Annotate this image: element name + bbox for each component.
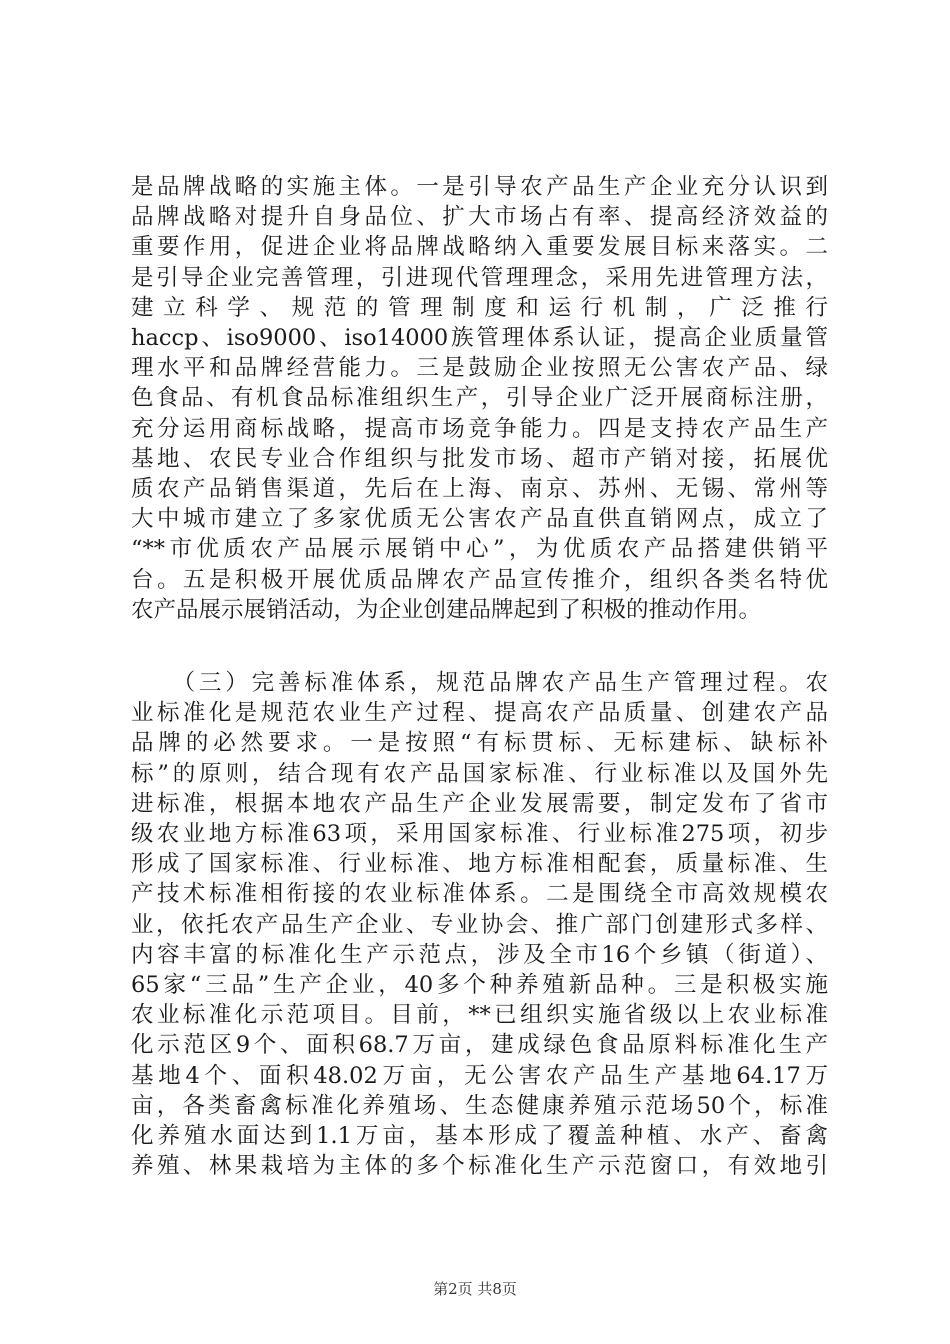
text-line: 是引导企业完善管理，引进现代管理理念，采用先进管理方法， <box>131 264 828 291</box>
text-line: “**市优质农产品展示展销中心”，为优质农产品搭建供销平 <box>131 536 828 563</box>
text-line: 养殖、林果栽培为主体的多个标准化生产示范窗口，有效地引 <box>131 1153 828 1180</box>
text-line: 充分运用商标战略，提高市场竞争能力。四是支持农产品生产 <box>131 415 828 442</box>
page-footer: 第2页 共8页 <box>433 1280 517 1298</box>
text-line: 色食品、有机食品标准组织生产，引导企业广泛开展商标注册， <box>131 385 828 412</box>
text-line: 大中城市建立了多家优质无公害农产品直供直销网点，成立了 <box>131 506 828 533</box>
text-line: 65家“三品”生产企业，40多个种养殖新品种。三是积极实施 <box>131 972 828 998</box>
text-line: 理水平和品牌经营能力。三是鼓励企业按照无公害农产品、绿 <box>131 355 828 382</box>
text-line: 标”的原则，结合现有农产品国家标准、行业标准以及国外先 <box>131 760 828 787</box>
text-line: 形成了国家标准、行业标准、地方标准相配套，质量标准、生 <box>131 851 828 878</box>
text-line: 农产品展示展销活动，为企业创建品牌起到了积极的推动作用。 <box>131 596 762 623</box>
text-line: haccp、iso9000、iso14000族管理体系认证，提高企业质量管 <box>131 325 828 351</box>
text-line: 基地4个、面积48.02万亩，无公害农产品生产基地64.17万 <box>131 1062 828 1089</box>
text-line: （三）完善标准体系，规范品牌农产品生产管理过程。农 <box>131 670 828 696</box>
text-line: 建立科学、规范的管理制度和运行机制，广泛推行 <box>131 294 828 321</box>
text-line: 进标准，根据本地农产品生产企业发展需要，制定发布了省市 <box>131 790 828 817</box>
text-line: 亩，各类畜禽标准化养殖场、生态健康养殖示范场50个，标准 <box>131 1092 828 1119</box>
text-line: 化养殖水面达到1.1万亩，基本形成了覆盖种植、水产、畜禽 <box>131 1123 828 1149</box>
text-line: 品牌战略对提升自身品位、扩大市场占有率、提高经济效益的 <box>131 204 828 231</box>
text-line: 台。五是积极开展优质品牌农产品宣传推介，组织各类名特优 <box>131 566 828 593</box>
text-line: 业，依托农产品生产企业、专业协会、推广部门创建形式多样、 <box>131 911 828 938</box>
text-line: 品牌的必然要求。一是按照“有标贯标、无标建标、缺标补 <box>131 730 828 757</box>
text-line: 化示范区9个、面积68.7万亩，建成绿色食品原料标准化生产 <box>131 1032 828 1059</box>
text-line: 农业标准化示范项目。目前，**已组织实施省级以上农业标准 <box>131 1002 828 1029</box>
text-line: 级农业地方标准63项，采用国家标准、行业标准275项，初步 <box>131 821 828 847</box>
text-line: 质农产品销售渠道，先后在上海、南京、苏州、无锡、常州等 <box>131 476 828 502</box>
text-line: 产技术标准相衔接的农业标准体系。二是围绕全市高效规模农 <box>131 881 828 908</box>
text-line: 基地、农民专业合作组织与批发市场、超市产销对接，拓展优 <box>131 445 828 472</box>
text-line: 是品牌战略的实施主体。一是引导农产品生产企业充分认识到 <box>131 174 828 200</box>
text-line: 业标准化是规范农业生产过程、提高农产品质量、创建农产品 <box>131 700 828 727</box>
text-line: 内容丰富的标准化生产示范点，涉及全市16个乡镇（街道）、 <box>131 941 828 968</box>
text-line: 重要作用，促进企业将品牌战略纳入重要发展目标来落实。二 <box>131 234 828 261</box>
